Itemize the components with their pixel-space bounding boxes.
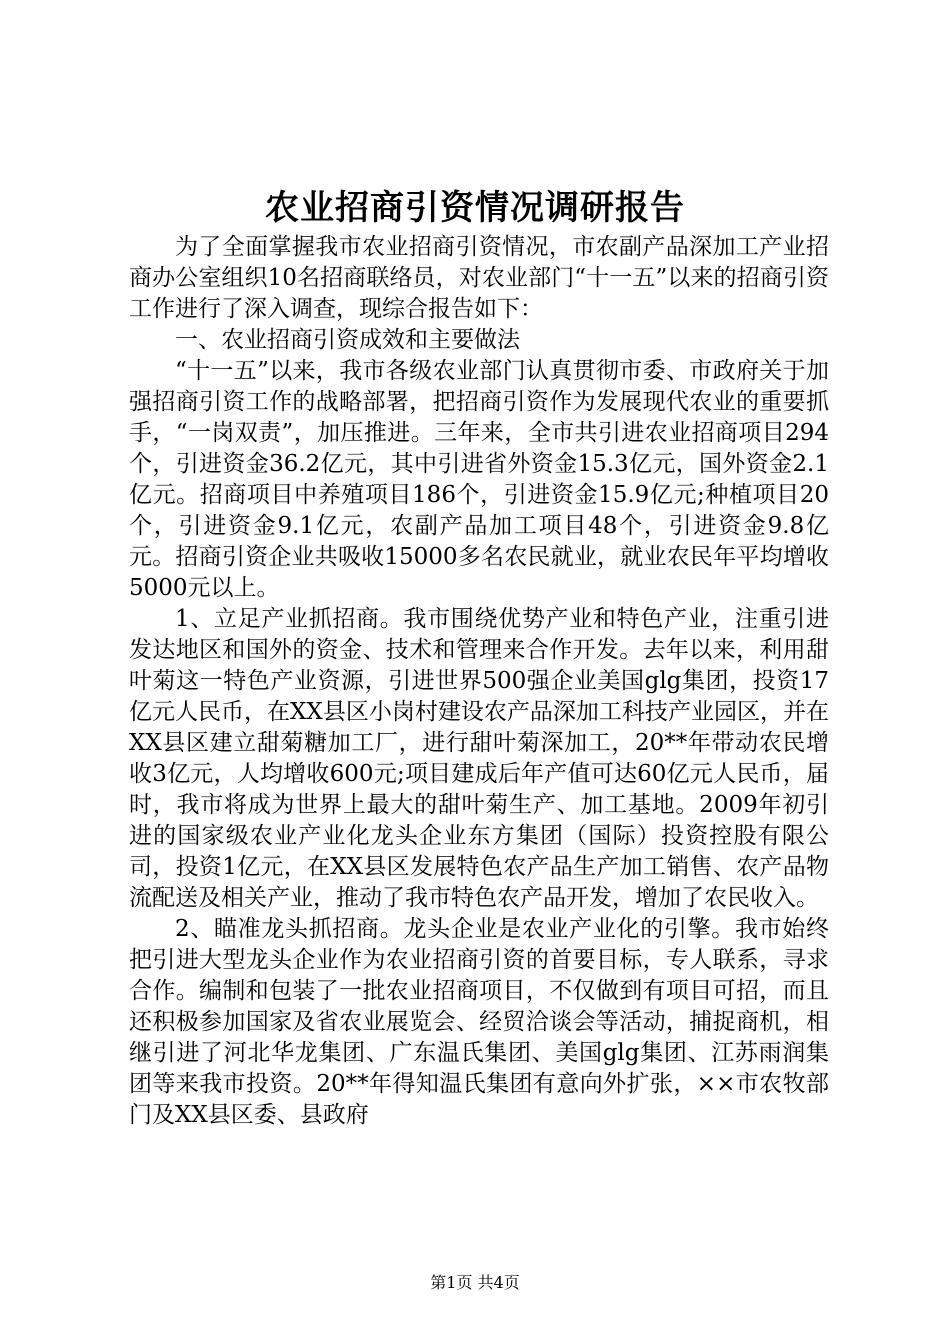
section-heading: 一、农业招商引资成效和主要做法: [175, 327, 520, 353]
leading-enterprise-paragraph: 2、瞄准龙头抓招商。龙头企业是农业产业化的引擎。我市始终把引进大型龙头企业作为农业招商引资的首要目标，专人联系，寻求合作。编制和包装了一批农业招商项目，不仅做到有项目可招，而且还积极参加国家及省农业展览会、经贸洽谈会等活动，捕捉商机，相继引进了河北华龙集团、广东温氏集团、美国glg集团、江苏雨润集团等来我市投资。20**年得知温氏集团有意向外扩张，××市农牧部门及XX县区委、县政府: [129, 916, 829, 1128]
summary-paragraph: “十一五”以来，我市各级农业部门认真贯彻市委、市政府关于加强招商引资工作的战略部署，把招商引资作为发展现代农业的重要抓手，“一岗双责”，加压推进。三年来，全市共引进农业招商项目294个，引进资金36.2亿元，其中引进省外资金15.3亿元，国外资金2.1亿元。招商项目中养殖项目186个，引进资金15.9亿元;种植项目20个，引进资金9.1亿元，农副产品加工项目48个，引进资金9.8亿元。招商引资企业共吸收15000多名农民就业，就业农民年平均增收5000元以上。: [129, 358, 829, 601]
document-body: [129, 232, 829, 1131]
intro-paragraph: 为了全面掌握我市农业招商引资情况，市农副产品深加工产业招商办公室组织10名招商联络员，对农业部门“十一五”以来的招商引资工作进行了深入调查，现综合报告如下：: [129, 234, 829, 322]
industry-paragraph: 1、立足产业抓招商。我市围绕优势产业和特色产业，注重引进发达地区和国外的资金、技术和管理来合作开发。去年以来，利用甜叶菊这一特色产业资源，引进世界500强企业美国glg集团，投资17亿元人民币，在XX县区小岗村建设农产品深加工科技产业园区，并在XX县区建立甜菊糖加工厂，进行甜叶菊深加工，20**年带动农民增收3亿元，人均增收600元;项目建成后年产值可达60亿元人民币，届时，我市将成为世界上最大的甜叶菊生产、加工基地。2009年初引进的国家级农业产业化龙头企业东方集团（国际）投资控股有限公司，投资1亿元，在XX县区发展特色农产品生产加工销售、农产品物流配送及相关产业，推动了我市特色农产品开发，增加了农民收入。: [129, 606, 829, 911]
page-footer: 第1页 共4页: [430, 1273, 520, 1292]
document-title: 农业招商引资情况调研报告: [265, 188, 685, 228]
